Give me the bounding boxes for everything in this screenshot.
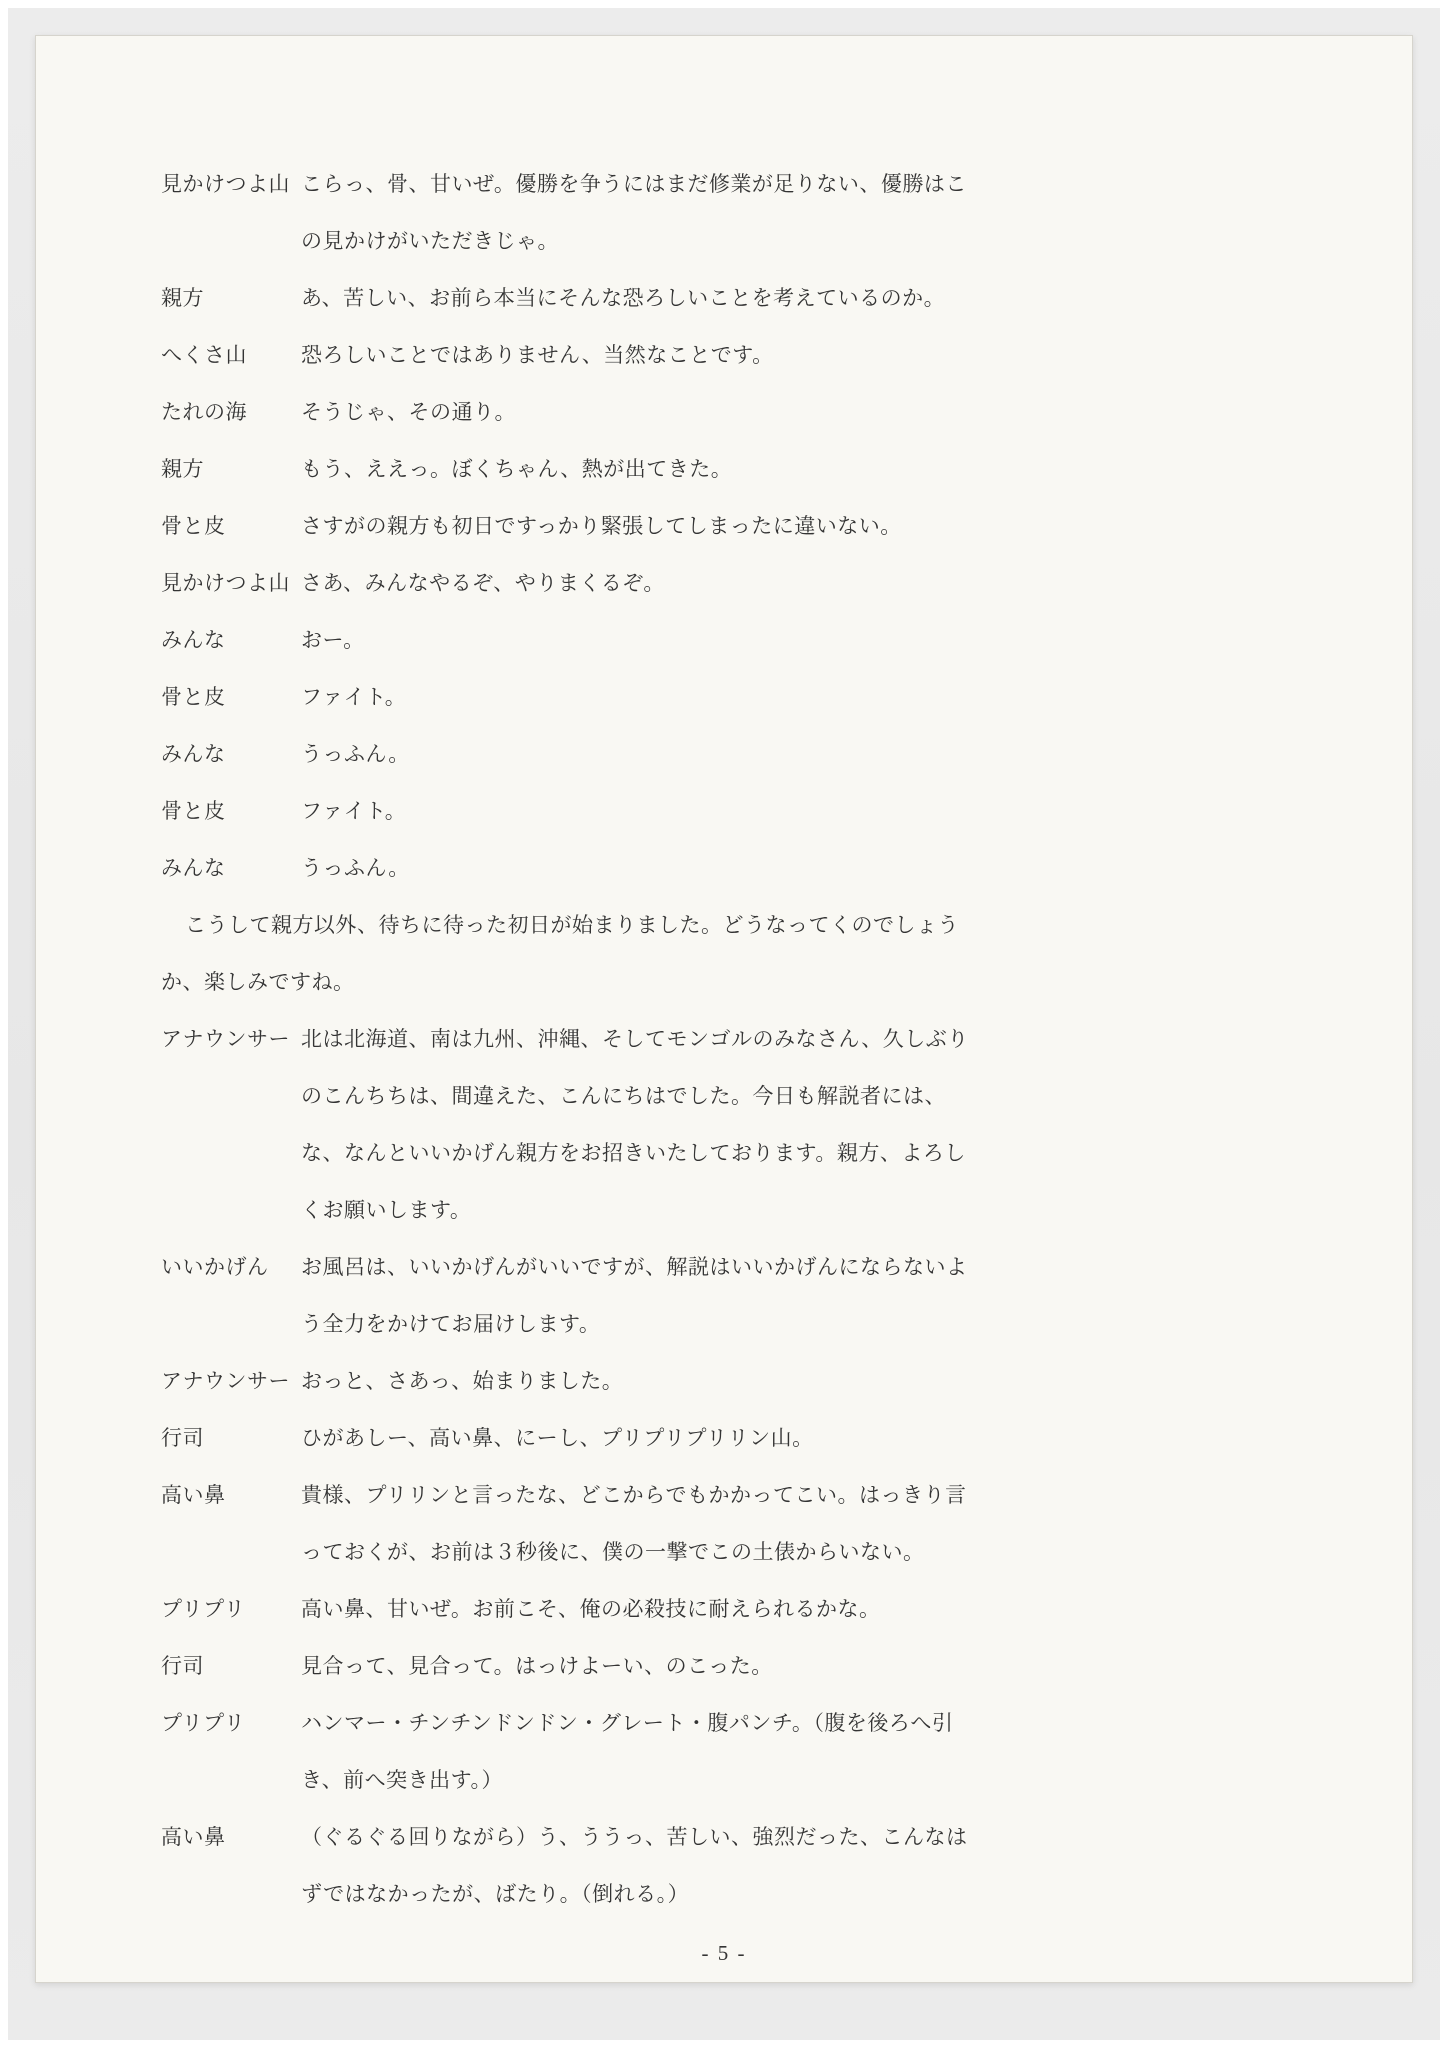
dialogue-text: うっふん。	[301, 742, 410, 766]
dialogue-text: 貴様、プリリンと言ったな、どこからでもかかってこい。はっきり言っておくが、お前は３秒後に、僕の一撃でこの土俵からいない。	[301, 1483, 967, 1564]
speaker-name: 行司	[161, 1654, 204, 1678]
dialogue-text: お風呂は、いいかげんがいいですが、解説はいいかげんにならないよう全力をかけてお届けします。	[301, 1255, 968, 1336]
script-row	[161, 270, 1021, 327]
dialogue-text: ファイト。	[301, 685, 407, 709]
dialogue-text: 恐ろしいことではありません、当然なことです。	[301, 343, 774, 367]
dialogue-text: もう、ええっ。ぼくちゃん、熱が出てきた。	[301, 457, 733, 481]
dialogue-text: そうじゃ、その通り。	[301, 400, 516, 424]
dialogue-text: ひがあしー、高い鼻、にーし、プリプリプリリン山。	[301, 1426, 814, 1450]
dialogue-text: 高い鼻、甘いぜ。お前こそ、俺の必殺技に耐えられるかな。	[301, 1597, 881, 1621]
speaker-name: みんな	[161, 742, 226, 766]
speaker-name: みんな	[161, 628, 226, 652]
script-row	[161, 327, 1021, 384]
dialogue-text: さすがの親方も初日ですっかり緊張してしまったに違いない。	[301, 514, 902, 538]
speaker-name: 高い鼻	[161, 1483, 226, 1507]
script-row	[161, 1581, 1021, 1638]
dialogue-text: 北は北海道、南は九州、沖縄、そしてモンゴルのみなさん、久しぶりのこんちちは、間違えた、こんにちはでした。今日も解説者には、な、なんといいかげん親方をお招きいたしております。親方、よろしくお願いします。	[301, 1027, 969, 1222]
script-body	[161, 156, 1021, 1923]
dialogue-text: こうして親方以外、待ちに待った初日が始まりました。どうなってくのでしょうか、楽しみですね。	[161, 913, 959, 994]
speaker-name: 骨と皮	[161, 799, 226, 823]
script-row	[161, 783, 1021, 840]
script-row	[161, 897, 1021, 1011]
speaker-name: みんな	[161, 856, 226, 880]
page-number: - 5 -	[701, 1941, 747, 1965]
dialogue-text: あ、苦しい、お前ら本当にそんな恐ろしいことを考えているのか。	[301, 286, 946, 310]
dialogue-text: おー。	[301, 628, 365, 652]
speaker-name: 見かけつよ山	[161, 571, 290, 595]
dialogue-text: ハンマー・チンチンドンドン・グレート・腹パンチ。（腹を後ろへ引き、前へ突き出す。）	[301, 1711, 954, 1792]
script-row	[161, 1239, 1021, 1353]
script-row	[161, 441, 1021, 498]
speaker-name: 親方	[161, 286, 204, 310]
script-row	[161, 1638, 1021, 1695]
script-row	[161, 1809, 1021, 1923]
script-row	[161, 1467, 1021, 1581]
dialogue-text: 見合って、見合って。はっけよーい、のこった。	[301, 1654, 773, 1678]
speaker-name: プリプリ	[161, 1711, 246, 1735]
script-row	[161, 498, 1021, 555]
speaker-name: 親方	[161, 457, 204, 481]
script-row	[161, 726, 1021, 783]
speaker-name: 高い鼻	[161, 1825, 226, 1849]
speaker-name: へくさ山	[161, 343, 247, 367]
speaker-name: 骨と皮	[161, 514, 226, 538]
script-row	[161, 1011, 1021, 1239]
script-row	[161, 156, 1021, 270]
script-row	[161, 669, 1021, 726]
dialogue-text: （ぐるぐる回りながら）う、ううっ、苦しい、強烈だった、こんなはずではなかったが、ばたり。（倒れる。）	[301, 1825, 968, 1906]
script-row	[161, 840, 1021, 897]
page-background	[8, 8, 1440, 2040]
dialogue-text: うっふん。	[301, 856, 410, 880]
script-row	[161, 1695, 1021, 1809]
dialogue-text: さあ、みんなやるぞ、やりまくるぞ。	[301, 571, 665, 595]
speaker-name: アナウンサー	[161, 1369, 290, 1393]
speaker-name: いいかげん	[161, 1255, 269, 1279]
script-row	[161, 384, 1021, 441]
script-row	[161, 612, 1021, 669]
dialogue-text: こらっ、骨、甘いぜ。優勝を争うにはまだ修業が足りない、優勝はこの見かけがいただきじゃ。	[301, 172, 967, 253]
script-row	[161, 1353, 1021, 1410]
speaker-name: アナウンサー	[161, 1027, 290, 1051]
script-row	[161, 555, 1021, 612]
dialogue-text: ファイト。	[301, 799, 407, 823]
speaker-name: プリプリ	[161, 1597, 246, 1621]
script-row	[161, 1410, 1021, 1467]
speaker-name: たれの海	[161, 400, 247, 424]
speaker-name: 骨と皮	[161, 685, 226, 709]
speaker-name: 見かけつよ山	[161, 172, 290, 196]
document-page	[35, 35, 1413, 1983]
speaker-name: 行司	[161, 1426, 204, 1450]
dialogue-text: おっと、さあっ、始まりました。	[301, 1369, 624, 1393]
